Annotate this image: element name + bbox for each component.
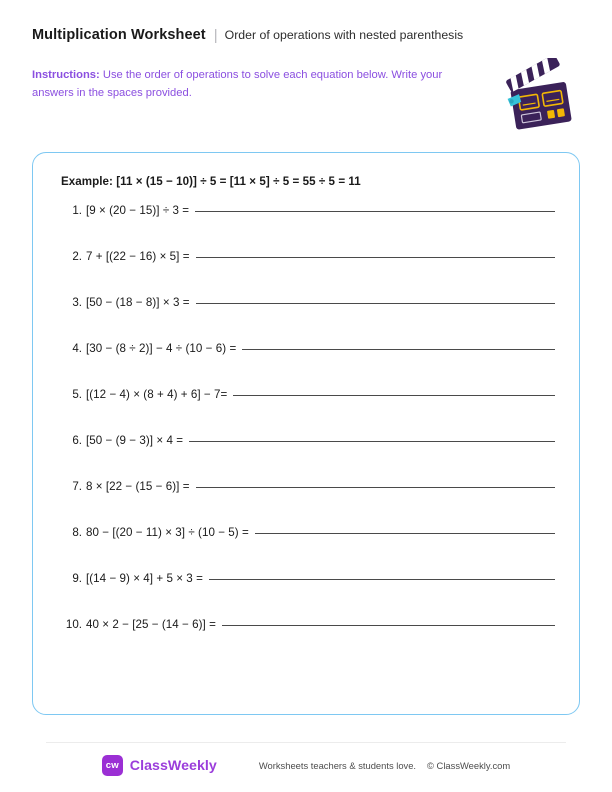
problem-row bbox=[55, 480, 557, 526]
problem-row bbox=[55, 388, 557, 434]
problem-row bbox=[55, 250, 557, 296]
problem-row bbox=[55, 526, 557, 572]
page-footer bbox=[0, 755, 612, 776]
answer-blank[interactable] bbox=[255, 533, 555, 534]
answer-blank[interactable] bbox=[222, 625, 555, 626]
problem-row bbox=[55, 342, 557, 388]
problem-number: 10. bbox=[65, 618, 82, 631]
brand-name: ClassWeekly bbox=[129, 757, 217, 774]
answer-blank[interactable] bbox=[195, 211, 555, 212]
answer-blank[interactable] bbox=[233, 395, 555, 396]
problem-number: 3. bbox=[72, 296, 82, 309]
problem-list bbox=[55, 204, 557, 664]
problem-expression: 8 × [22 − (15 − 6)] = bbox=[86, 480, 190, 493]
problem-row bbox=[55, 572, 557, 618]
problem-number: 2. bbox=[72, 250, 82, 263]
page-title: Multiplication Worksheet bbox=[32, 27, 206, 43]
page-subtitle: Order of operations with nested parenthesis bbox=[224, 28, 464, 42]
problem-expression: [9 × (20 − 15)] ÷ 3 = bbox=[86, 204, 190, 217]
problem-number: 5. bbox=[72, 388, 82, 401]
example-label: Example: bbox=[61, 175, 113, 188]
problem-expression: [50 − (18 − 8)] × 3 = bbox=[86, 296, 190, 309]
problem-expression: [(14 − 9) × 4] + 5 × 3 = bbox=[86, 572, 203, 585]
problem-number: 8. bbox=[72, 526, 82, 539]
problem-expression: [30 − (8 ÷ 2)] − 4 ÷ (10 − 6) = bbox=[86, 342, 237, 355]
problem-expression: 7 + [(22 − 16) × 5] = bbox=[86, 250, 190, 263]
problem-number: 4. bbox=[72, 342, 82, 355]
footer-tagline: Worksheets teachers & students love. bbox=[258, 760, 417, 771]
example-row bbox=[55, 171, 557, 188]
problem-number: 6. bbox=[72, 434, 82, 447]
answer-blank[interactable] bbox=[196, 303, 555, 304]
example-expression: [11 × (15 − 10)] ÷ 5 = [11 × 5] ÷ 5 = 55 ÷ 5 = 11 bbox=[112, 175, 361, 188]
problem-row bbox=[55, 296, 557, 342]
problem-number: 9. bbox=[72, 572, 82, 585]
brand-badge-icon: cw bbox=[102, 755, 123, 776]
instructions-label: Instructions: bbox=[32, 69, 100, 81]
clapperboard-icon bbox=[498, 58, 580, 140]
answer-blank[interactable] bbox=[189, 441, 555, 442]
answer-blank[interactable] bbox=[196, 487, 555, 488]
problem-expression: 80 − [(20 − 11) × 3] ÷ (10 − 5) = bbox=[86, 526, 249, 539]
problem-row bbox=[55, 434, 557, 480]
answer-blank[interactable] bbox=[209, 579, 555, 580]
footer-copyright: © ClassWeekly.com bbox=[427, 760, 511, 771]
problem-expression: [50 − (9 − 3)] × 4 = bbox=[86, 434, 184, 447]
answer-blank[interactable] bbox=[196, 257, 555, 258]
instructions-text: Use the order of operations to solve each equation below. Write your answers in the spaces provided. bbox=[32, 69, 443, 100]
problem-number: 1. bbox=[72, 204, 82, 217]
problem-row bbox=[55, 618, 557, 664]
problem-number: 7. bbox=[72, 480, 82, 493]
problem-expression: 40 × 2 − [25 − (14 − 6)] = bbox=[86, 618, 216, 631]
footer-divider bbox=[46, 742, 566, 743]
problem-row bbox=[55, 204, 557, 250]
worksheet-card bbox=[32, 152, 580, 715]
page-header bbox=[32, 0, 580, 43]
answer-blank[interactable] bbox=[242, 349, 555, 350]
instructions-block bbox=[32, 66, 447, 102]
brand-logo[interactable] bbox=[102, 755, 217, 776]
title-separator: | bbox=[213, 27, 218, 44]
problem-expression: [(12 − 4) × (8 + 4) + 6] − 7= bbox=[86, 388, 228, 401]
